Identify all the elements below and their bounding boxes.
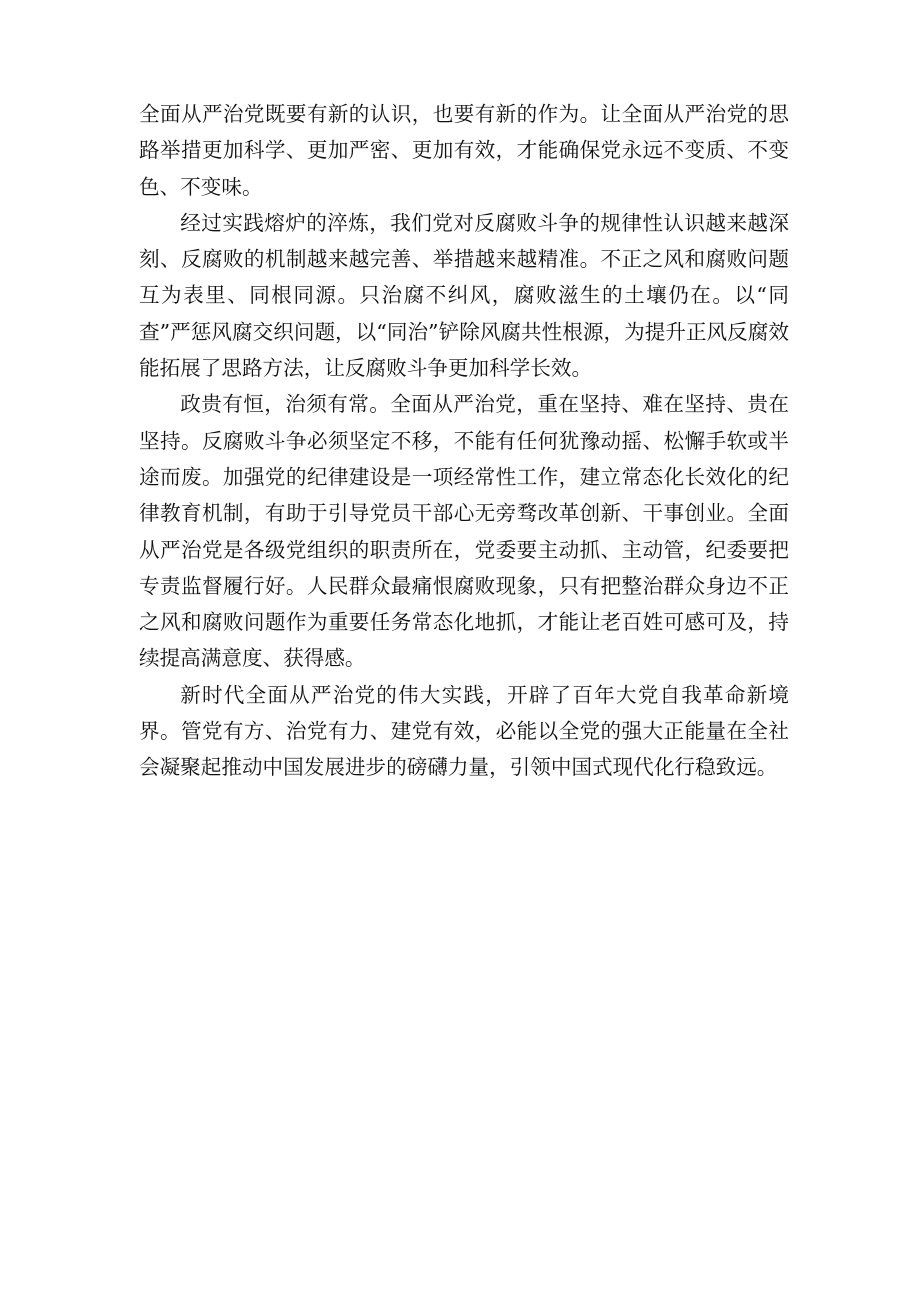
paragraph-1: 全面从严治党既要有新的认识，也要有新的作为。让全面从严治党的思路举措更加科学、更加严密、更加有效，才能确保党永远不变质、不变色、不变味。 (139, 102, 789, 199)
paragraph-3: 政贵有恒，治须有常。全面从严治党，重在坚持、难在坚持、贵在坚持。反腐败斗争必须坚定不移，不能有任何犹豫动摇、松懈手软或半途而废。加强党的纪律建设是一项经常性工作，建立常态化长效化的纪律教育机制，有助于引导党员干部心无旁骛改革创新、干事创业。全面从严治党是各级党组织的职责所在，党委要主动抓、主动管，纪委要把专责监督履行好。人民群众最痛恨腐败现象，只有把整治群众身边不正之风和腐败问题作为重要任务常态化地抓，才能让老百姓可感可及，持续提高满意度、获得感。 (139, 392, 789, 671)
paragraph-2: 经过实践熔炉的淬炼，我们党对反腐败斗争的规律性认识越来越深刻、反腐败的机制越来越完善、举措越来越精准。不正之风和腐败问题互为表里、同根同源。只治腐不纠风，腐败滋生的土壤仍在。以“同查”严惩风腐交织问题，以“同治”铲除风腐共性根源，为提升正风反腐效能拓展了思路方法，让反腐败斗争更加科学长效。 (139, 210, 789, 381)
paragraph-4: 新时代全面从严治党的伟大实践，开辟了百年大党自我革命新境界。管党有方、治党有力、建党有效，必能以全党的强大正能量在全社会凝聚起推动中国发展进步的磅礴力量，引领中国式现代化行稳致远。 (139, 682, 789, 780)
document-body (139, 96, 789, 786)
